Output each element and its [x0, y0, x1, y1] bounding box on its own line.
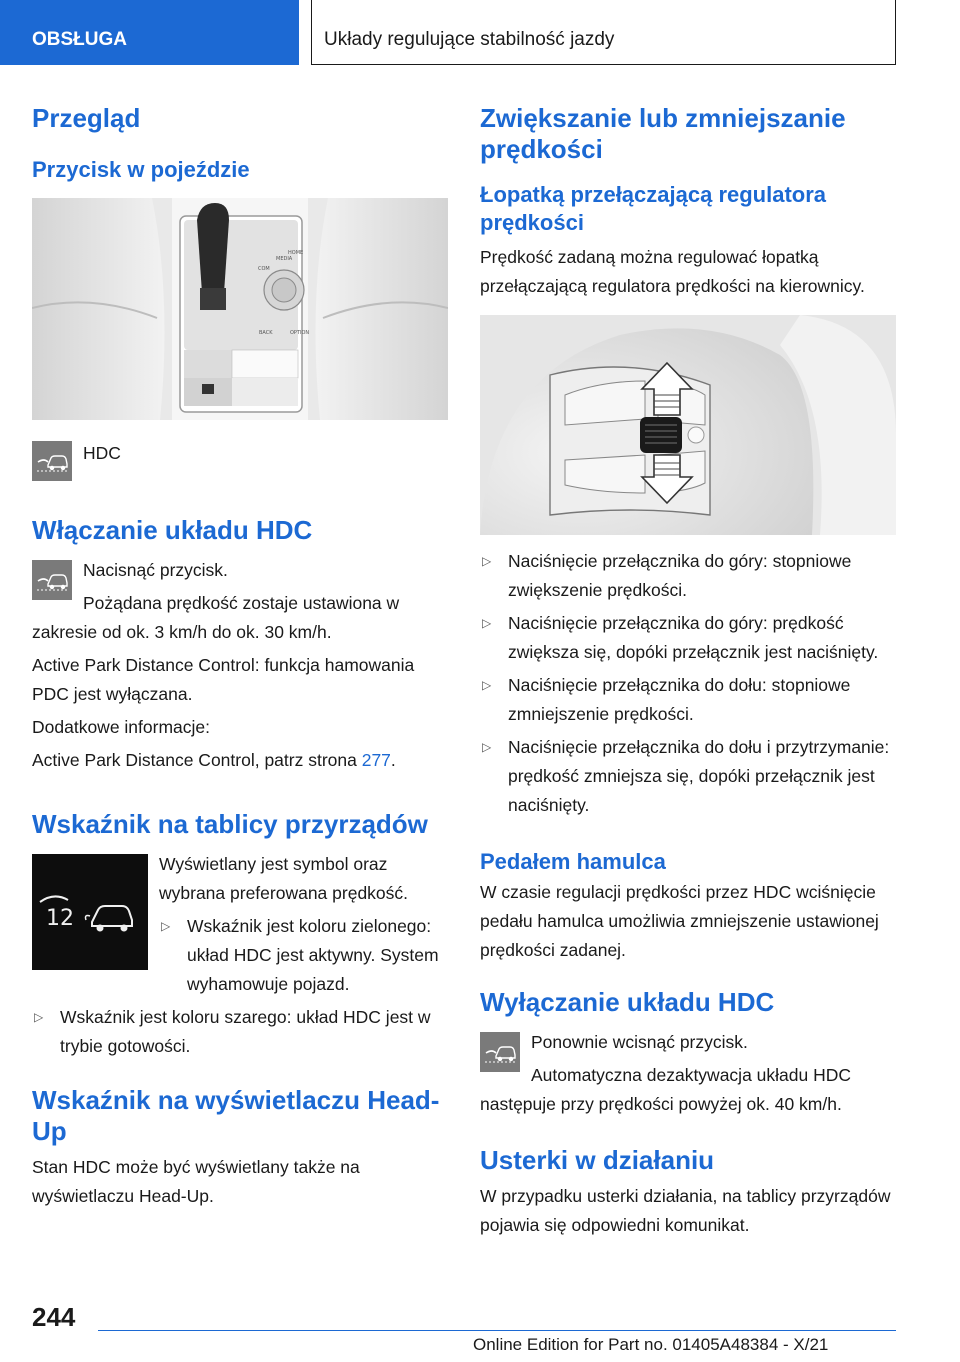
disable-section: [480, 1028, 896, 1119]
enable-speed-range: Pożądana prędkość zostaje ustawiona w zakresie od ok. 3 km/h do ok. 30 km/h.: [32, 593, 400, 642]
heading-increase-decrease-speed: Zwiększanie lub zmniejszanie prędkości: [480, 103, 846, 164]
chapter-title: Układy regulujące stabilność jazdy: [311, 0, 896, 65]
list-item: ▷ Wskaźnik jest koloru szarego: układ HDC jest w trybie gotowości.: [32, 1003, 448, 1061]
hdc-button-icon: [32, 560, 72, 600]
console-label-home: HOME: [288, 250, 304, 256]
heading-disable-hdc: Wyłączanie układu HDC: [480, 987, 775, 1017]
hdc-car-icon: [32, 441, 72, 481]
heading-paddle-switch: Łopatką przełączającą regulatora prędkości: [480, 182, 827, 235]
cluster-description: Wyświetlany jest symbol oraz wybrana preferowana prędkość.: [159, 854, 409, 903]
enable-section: [32, 556, 448, 775]
hdc-legend: [32, 441, 448, 481]
page-number: 244: [32, 1302, 76, 1332]
cluster-indicator-image: [32, 854, 148, 970]
console-label-media: MEDIA: [276, 256, 293, 262]
cluster-bullets-2: [32, 1003, 448, 1061]
enable-additional-info: Dodatkowe informacje:: [32, 717, 210, 737]
left-column: [32, 100, 448, 1211]
triangle-right-icon: ▷: [482, 554, 492, 568]
triangle-right-icon: ▷: [482, 678, 492, 692]
console-label-back: BACK: [259, 330, 273, 336]
faults-description: W przypadku usterki działania, na tablicy przyrządów pojawia się odpowiedni komunikat.: [480, 1186, 891, 1235]
heading-hud-indicator: Wskaźnik na wyświetlaczu Head-Up: [32, 1085, 440, 1146]
center-console-photo: [32, 198, 448, 420]
edition-note: Online Edition for Part no. 01405A48384 - X/21: [473, 1335, 829, 1354]
heading-button-in-vehicle: Przycisk w pojeździe: [32, 157, 250, 182]
console-label-com: COM: [258, 266, 270, 272]
triangle-right-icon: ▷: [482, 616, 492, 630]
disable-auto-note: Automatyczna dezaktywacja układu HDC następuje przy prędkości powyżej ok. 40 km/h.: [480, 1065, 852, 1114]
list-item: ▷ Naciśnięcie przełącznika do dołu i przytrzymanie: prędkość zmniejsza się, dopóki przełącznik jest naciśnięty.: [480, 733, 896, 820]
triangle-right-icon: ▷: [34, 1010, 44, 1024]
enable-pdc-note: Active Park Distance Control: funkcja hamowania PDC jest wyłączana.: [32, 655, 415, 704]
enable-reference: Active Park Distance Control, patrz strona 277.: [32, 750, 396, 770]
list-item: ▷ Naciśnięcie przełącznika do dołu: stopniowe zmniejszenie prędkości.: [480, 671, 896, 729]
speed-bullets: [480, 547, 896, 820]
paddle-description: Prędkość zadaną można regulować łopatką przełączającą regulatora prędkości na kierownicy.: [480, 247, 865, 296]
list-item: ▷ Naciśnięcie przełącznika do góry: prędkość zwiększa się, dopóki przełącznik jest naciśnięty.: [480, 609, 896, 667]
footer-divider: [98, 1330, 896, 1331]
page-link-277[interactable]: 277: [361, 750, 391, 770]
disable-step-press: Ponownie wcisnąć przycisk.: [531, 1032, 748, 1052]
hdc-label: HDC: [83, 443, 121, 463]
triangle-right-icon: ▷: [161, 919, 171, 933]
heading-overview: Przegląd: [32, 103, 141, 133]
triangle-right-icon: ▷: [482, 740, 492, 754]
steering-wheel-switch-photo: [480, 315, 896, 535]
steering-wheel-switch-illustration: [480, 315, 896, 535]
hud-description: Stan HDC może być wyświetlany także na wyświetlaczu Head-Up.: [32, 1157, 360, 1206]
brake-description: W czasie regulacji prędkości przez HDC wciśnięcie pedału hamulca umożliwia zmniejszenie ustawionej prędkości zadanej.: [480, 882, 879, 960]
hdc-button-icon: [480, 1032, 520, 1072]
heading-brake-pedal: Pedałem hamulca: [480, 849, 666, 874]
console-label-option: OPTION: [290, 330, 310, 336]
right-column: [480, 100, 896, 1240]
list-item: ▷ Naciśnięcie przełącznika do góry: stopniowe zwiększenie prędkości.: [480, 547, 896, 605]
heading-faults: Usterki w działaniu: [480, 1145, 715, 1175]
heading-enable-hdc: Włączanie układu HDC: [32, 515, 313, 545]
heading-cluster-indicator: Wskaźnik na tablicy przyrządów: [32, 809, 428, 839]
list-item: ▷ Wskaźnik jest koloru zielonego: układ HDC jest aktywny. System wyhamowuje pojazd.: [159, 912, 448, 999]
section-tab: OBSŁUGA: [0, 0, 299, 65]
enable-step-press: Nacisnąć przycisk.: [83, 560, 228, 580]
cluster-section: [32, 850, 448, 1061]
cluster-speed-value: 12: [46, 906, 74, 931]
center-console-illustration: [32, 198, 448, 420]
